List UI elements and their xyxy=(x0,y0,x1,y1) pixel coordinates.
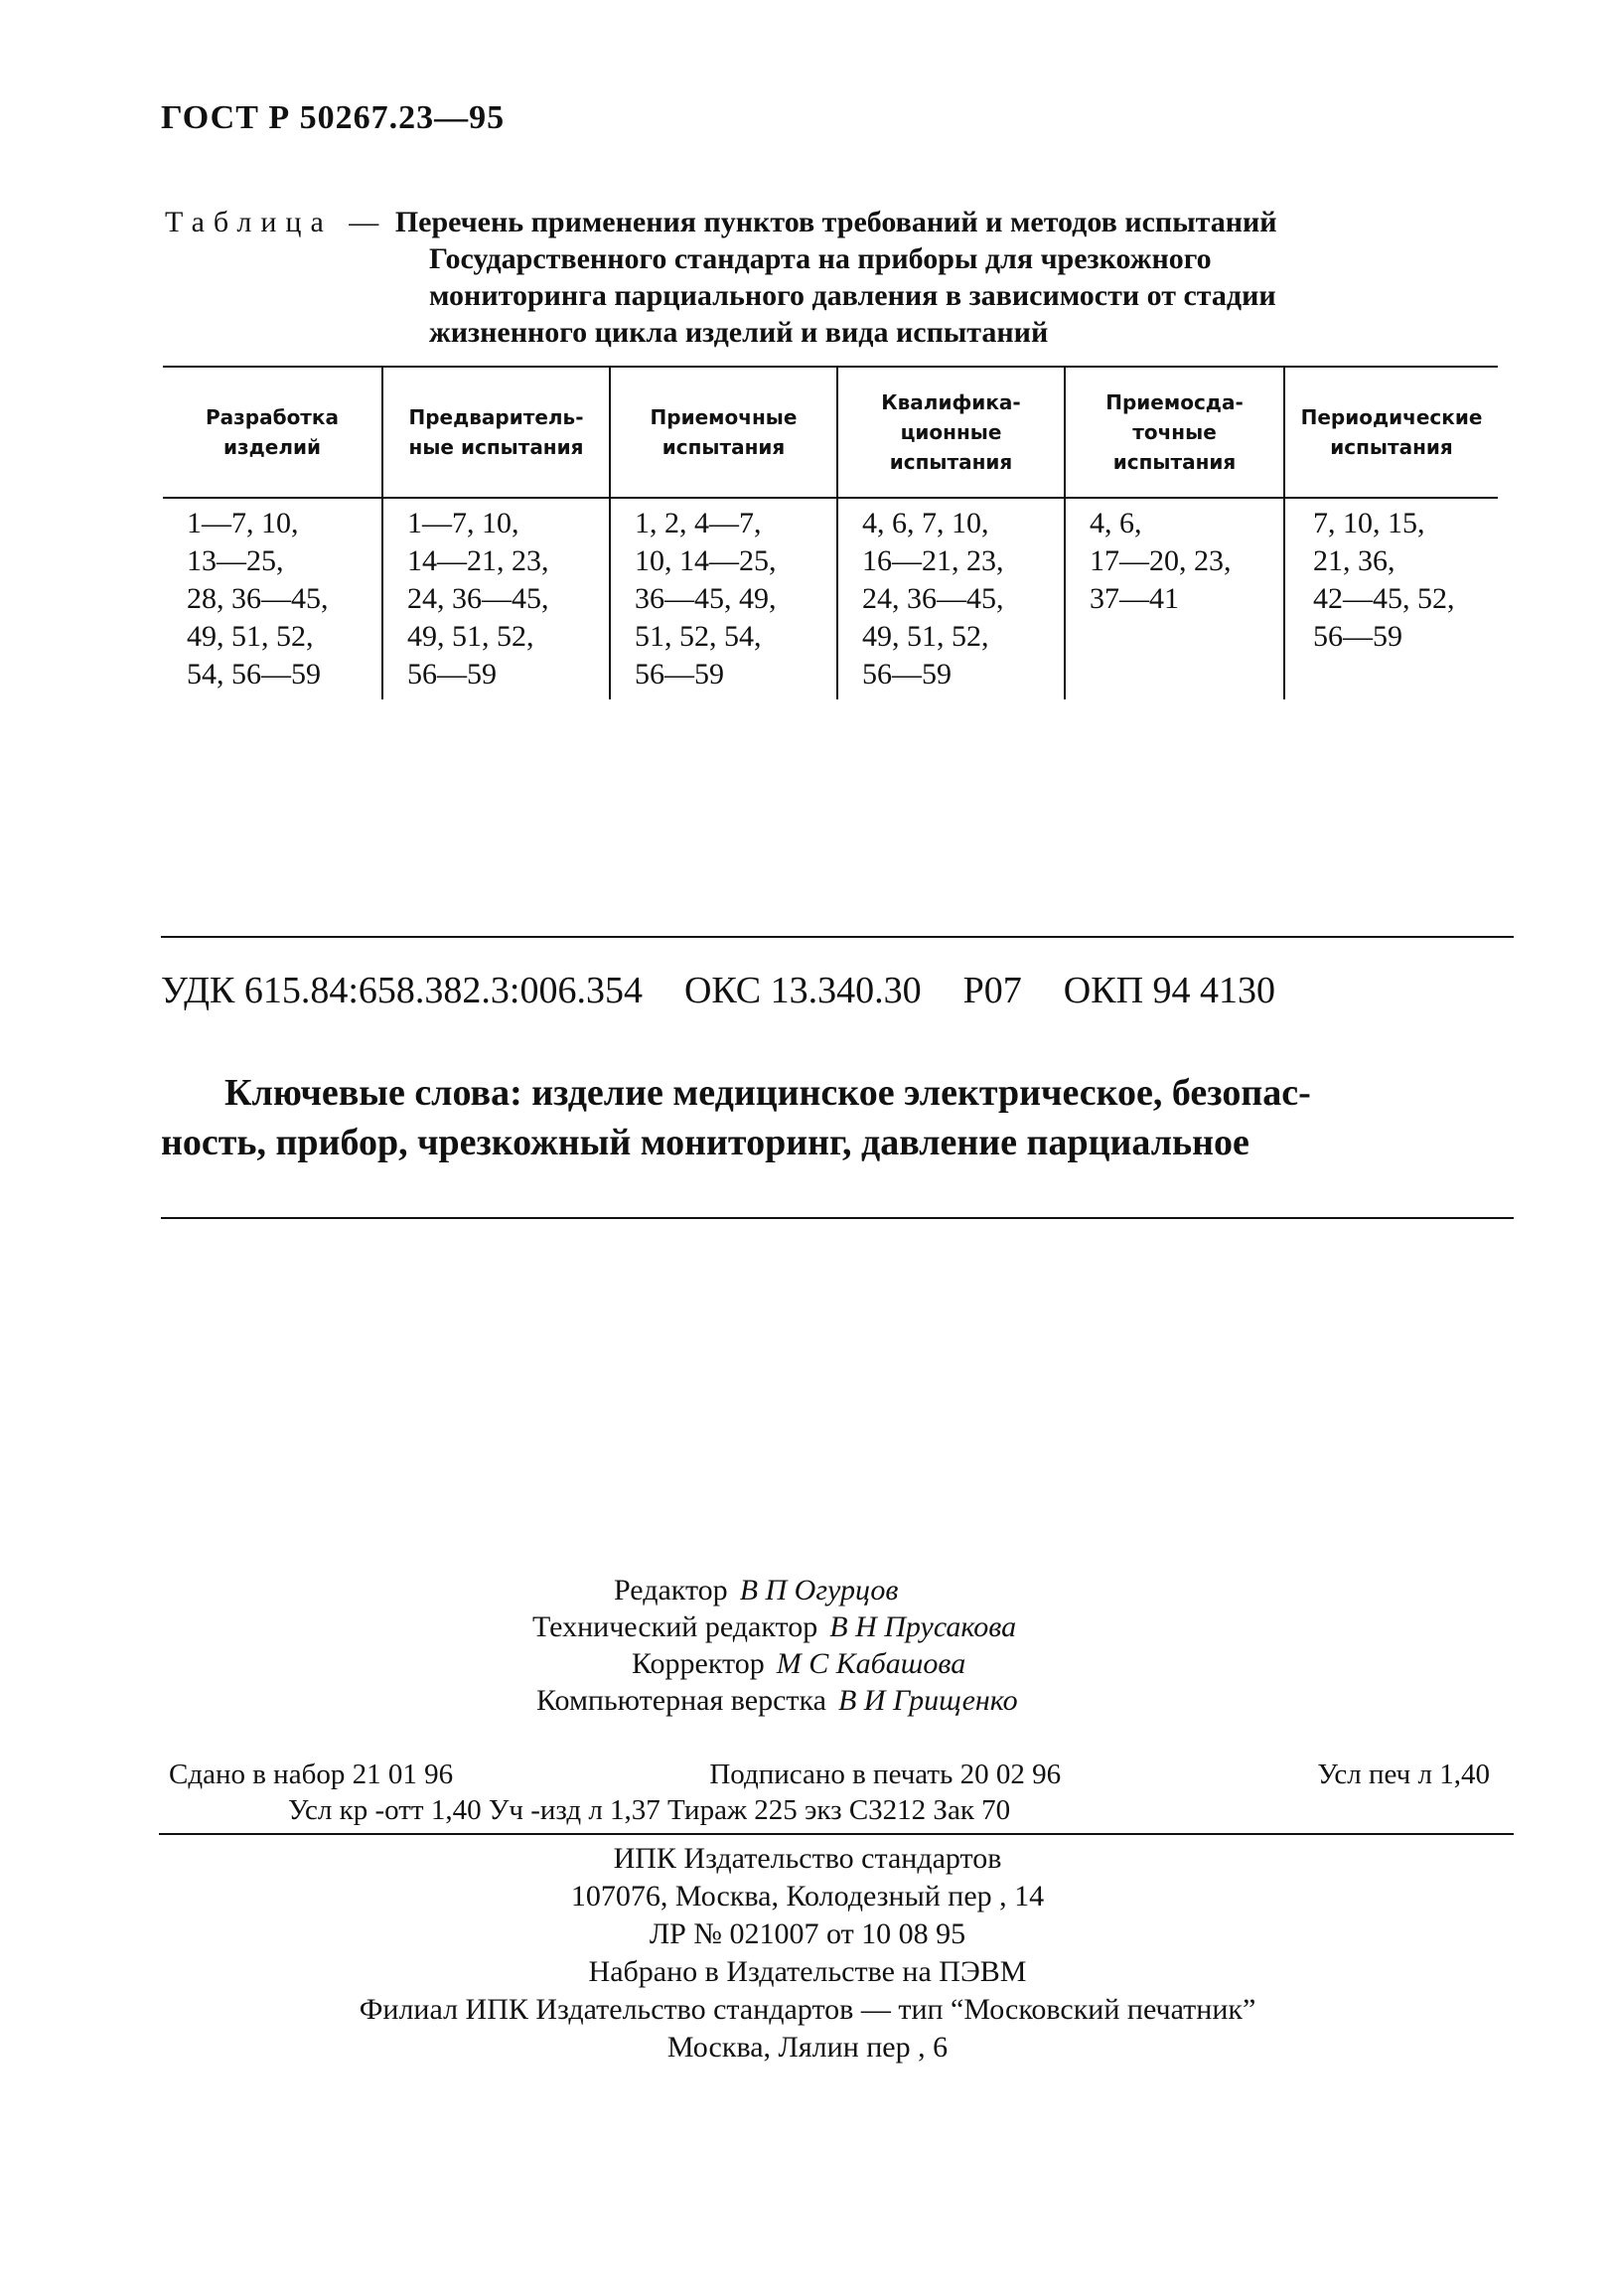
header-text: Приемочные xyxy=(650,405,798,429)
cell-line: 24, 36—45, xyxy=(862,582,1004,615)
group-code: Р07 xyxy=(962,970,1022,1011)
cell-line: 7, 10, 15, xyxy=(1313,507,1425,539)
table-caption-line: Государственного стандарта на приборы для чрезкожного xyxy=(429,242,1212,275)
oks-code: ОКС 13.340.30 xyxy=(683,970,922,1011)
editor-row xyxy=(0,1608,1615,1645)
imprint-block xyxy=(0,1840,1615,2066)
cell-line: 21, 36, xyxy=(1313,544,1395,577)
cell-line: 42—45, 52, xyxy=(1313,582,1455,615)
document-code: ГОСТ Р 50267.23—95 xyxy=(161,99,506,136)
classification-line xyxy=(161,969,1275,1012)
test-applicability-table xyxy=(163,366,1498,699)
header-text: испытания xyxy=(1330,435,1453,459)
cell-line: 56—59 xyxy=(1313,620,1402,653)
editor-role: Редактор xyxy=(614,1574,728,1607)
table-cell xyxy=(610,498,837,699)
keywords xyxy=(161,1068,1512,1167)
table-header-cell xyxy=(163,367,382,498)
table-cell xyxy=(1065,498,1284,699)
divider xyxy=(161,1217,1514,1219)
table-caption-line: жизненного цикла изделий и вида испытаний xyxy=(429,316,1049,349)
cell-line: 24, 36—45, xyxy=(407,582,549,615)
cell-line: 1, 2, 4—7, xyxy=(635,507,762,539)
divider xyxy=(161,936,1514,938)
publication-info xyxy=(169,1757,1490,1828)
cell-line: 49, 51, 52, xyxy=(862,620,989,653)
table-header-cell xyxy=(837,367,1065,498)
editor-role: Технический редактор xyxy=(532,1610,818,1643)
editor-name: В И Грищенко xyxy=(837,1684,1018,1717)
header-text: изделий xyxy=(222,435,322,459)
editor-name: В П Огурцов xyxy=(739,1574,899,1607)
header-text: испытания xyxy=(1112,450,1237,474)
cell-line: 56—59 xyxy=(862,658,952,690)
editor-role: Компьютерная верстка xyxy=(536,1684,826,1717)
header-text: Приемосда- xyxy=(1105,390,1244,414)
imprint-line: Набрано в Издательстве на ПЭВМ xyxy=(588,1955,1027,1988)
cell-line: 54, 56—59 xyxy=(187,658,321,690)
table-cell xyxy=(163,498,382,699)
imprint-line: 107076, Москва, Колодезный пер , 14 xyxy=(570,1880,1045,1913)
table-cell xyxy=(1284,498,1498,699)
table-caption-line: мониторинга парциального давления в зависимости от стадии xyxy=(429,279,1276,312)
submitted-date: Сдано в набор 21 01 96 xyxy=(169,1759,454,1790)
imprint-line: Филиал ИПК Издательство стандартов — тип “Московский печатник” xyxy=(359,1993,1256,2026)
table-header-row xyxy=(163,367,1498,498)
table-header-cell xyxy=(382,367,610,498)
cell-line: 37—41 xyxy=(1090,582,1179,615)
table-caption-label: Таблица — xyxy=(165,206,388,238)
header-text: испытания xyxy=(889,450,1013,474)
keywords-line: ность, прибор, чрезкожный мониторинг, давление парциальное xyxy=(161,1122,1249,1163)
divider xyxy=(159,1833,1514,1835)
imprint-line: ЛР № 021007 от 10 08 95 xyxy=(649,1917,966,1950)
editor-role: Корректор xyxy=(632,1647,765,1680)
cell-line: 14—21, 23, xyxy=(407,544,549,577)
cell-line: 49, 51, 52, xyxy=(407,620,534,653)
cell-line: 56—59 xyxy=(407,658,497,690)
table-header-cell xyxy=(1284,367,1498,498)
cell-line: 1—7, 10, xyxy=(407,507,519,539)
imprint-line: ИПК Издательство стандартов xyxy=(613,1842,1002,1875)
editors-block xyxy=(0,1572,1615,1719)
header-text: точные xyxy=(1132,420,1217,444)
cell-line: 51, 52, 54, xyxy=(635,620,762,653)
table-header-cell xyxy=(610,367,837,498)
editor-name: В Н Прусакова xyxy=(829,1610,1017,1643)
header-text: Квалифика- xyxy=(881,390,1021,414)
table-cell xyxy=(837,498,1065,699)
cell-line: 4, 6, 7, 10, xyxy=(862,507,989,539)
cell-line: 16—21, 23, xyxy=(862,544,1004,577)
header-text: Разработка xyxy=(206,405,339,429)
table-row xyxy=(163,498,1498,699)
editor-name: М С Кабашова xyxy=(776,1647,966,1680)
udk-code: УДК 615.84:658.382.3:006.354 xyxy=(161,970,643,1011)
cell-line: 49, 51, 52, xyxy=(187,620,314,653)
cell-line: 36—45, 49, xyxy=(635,582,777,615)
cell-line: 28, 36—45, xyxy=(187,582,329,615)
cell-line: 13—25, xyxy=(187,544,284,577)
okp-code: ОКП 94 4130 xyxy=(1063,970,1276,1011)
cell-line: 10, 14—25, xyxy=(635,544,777,577)
editor-row xyxy=(0,1682,1615,1719)
table-caption xyxy=(165,204,1466,351)
table-header-cell xyxy=(1065,367,1284,498)
table-cell xyxy=(382,498,610,699)
cell-line: 56—59 xyxy=(635,658,724,690)
imprint-line: Москва, Лялин пер , 6 xyxy=(666,2031,949,2064)
signed-date: Подписано в печать 20 02 96 xyxy=(709,1759,1062,1790)
header-text: Предваритель- xyxy=(408,405,584,429)
header-text: ционные xyxy=(900,420,1002,444)
keywords-line: Ключевые слова: изделие медицинское электрическое, безопас- xyxy=(224,1072,1311,1114)
cell-line: 4, 6, xyxy=(1090,507,1142,539)
header-text: Периодические xyxy=(1300,405,1483,429)
editor-row xyxy=(0,1645,1615,1682)
editor-row xyxy=(0,1572,1615,1608)
print-details: Усл кр -отт 1,40 Уч -изд л 1,37 Тираж 225 экз С3212 Зак 70 xyxy=(288,1794,1011,1826)
print-sheets: Усл печ л 1,40 xyxy=(1317,1759,1490,1790)
table-caption-line: Перечень применения пунктов требований и методов испытаний xyxy=(394,206,1277,238)
header-text: ные испытания xyxy=(408,435,584,459)
cell-line: 1—7, 10, xyxy=(187,507,299,539)
header-text: испытания xyxy=(661,435,786,459)
cell-line: 17—20, 23, xyxy=(1090,544,1232,577)
